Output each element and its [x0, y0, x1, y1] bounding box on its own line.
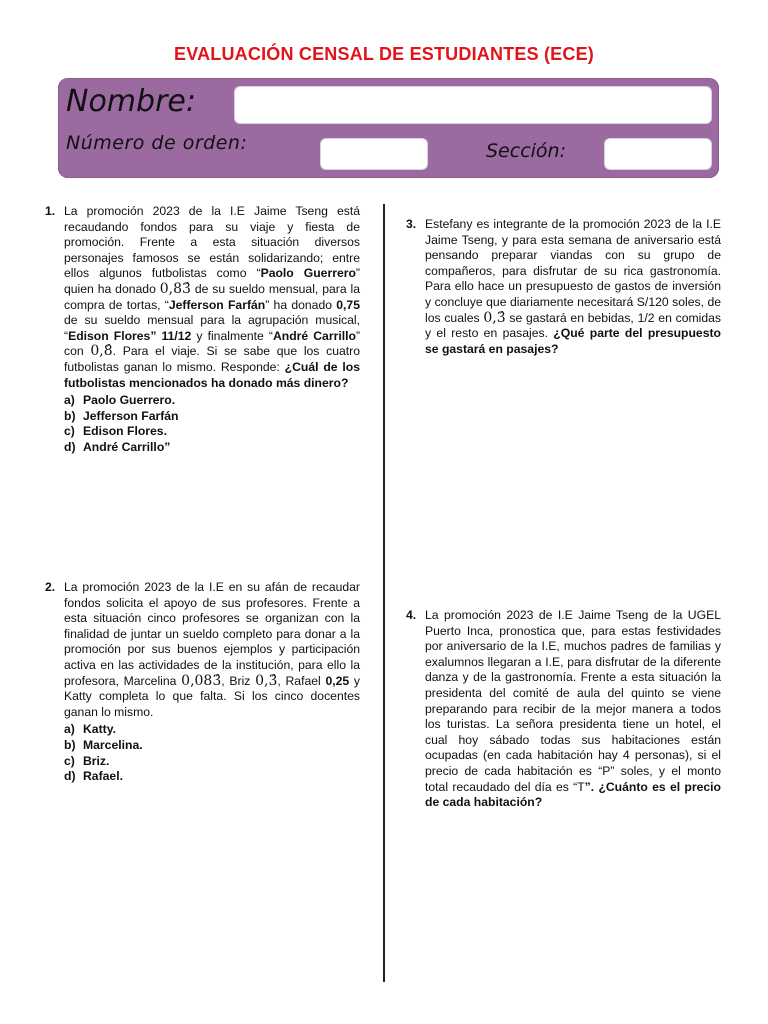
text-run: de su sueldo mensual para la agrupación musical, “	[64, 313, 360, 343]
question-number: 4.	[406, 608, 417, 622]
text-run: y Katty completa lo que falta. Si los cinco docentes ganan lo mismo.	[64, 673, 361, 719]
column-divider	[383, 204, 385, 982]
question-prompt: ¿Cuál de los futbolistas mencionados ha donado más dinero?	[64, 359, 360, 390]
option-text: Paolo Guerrero.	[83, 393, 176, 408]
option-letter: b)	[64, 737, 76, 752]
option-letter: c)	[64, 424, 75, 439]
question-text	[64, 204, 360, 391]
question-3	[406, 217, 721, 357]
text-run-bold: 0,25	[325, 673, 350, 688]
question-2	[45, 580, 361, 785]
question-4	[406, 608, 722, 811]
math-value: 0,3̂	[483, 309, 506, 326]
question-text	[64, 580, 360, 720]
question-number: 2.	[45, 580, 56, 594]
text-run: La promoción 2023 de la I.E en su afán de recaudar fondos solicita el apoyo de sus profesores. Frente a esta situación cinco profesores se organizan con la finalidad de juntar un sueldo completo para donar a la promoción por sus buenos ejemplos y participación activa en las actividades de la institución, para ello la profesora, Marcelina	[64, 580, 360, 688]
order-number-label: Número de orden:	[66, 132, 248, 154]
option-d[interactable]	[64, 769, 360, 785]
option-letter: c)	[64, 753, 75, 768]
option-text: Briz.	[83, 753, 110, 768]
page-title: EVALUACIÓN CENSAL DE ESTUDIANTES (ECE)	[174, 44, 594, 64]
question-number: 3.	[406, 217, 417, 231]
name-label: Nombre:	[66, 84, 196, 119]
question-1	[45, 204, 360, 456]
text-run: La promoción 2023 de I.E Jaime Tseng de la UGEL Puerto Inca, pronostica que, para estas festividades por aniversario de la I.E, muchos padres de familias y exalumnos llegaran a I.E, para disfrutar de la diferente danza y de la gastronomía. Frente a esta situación la presidenta del comité de aula del quinto se viene preparando para recibir de la mejor manera a todos los turistas. La señora presidenta tiene un hotel, el cual hoy sábado todas sus habitaciones están ocupadas (en cada habitación hay 4 personas), si el precio de cada habitación es “P” soles, y el monto total recaudado del día es “T	[425, 608, 721, 794]
text-run: , Briz	[221, 673, 256, 688]
option-text: Marcelina.	[83, 737, 143, 752]
option-text: Katty.	[83, 722, 116, 737]
text-run-bold: 0,75	[336, 297, 360, 312]
name-field[interactable]	[234, 86, 712, 124]
text-run: . Para el viaje. Si se sabe que los cuatro futbolistas ganan lo mismo. Responde:	[64, 344, 360, 374]
answer-options	[64, 722, 360, 784]
math-value: 0,3̂	[255, 672, 278, 689]
math-value: 0,8̂	[90, 343, 113, 360]
option-text: Jefferson Farfán	[83, 408, 179, 423]
text-run: y finalmente “	[191, 328, 273, 343]
answer-options	[64, 393, 360, 455]
text-run: se gastará en bebidas, 1/2 en comidas y el resto en pasajes.	[425, 310, 721, 341]
student-info-box	[58, 78, 719, 178]
option-a[interactable]	[64, 722, 360, 738]
math-value: 0,83̂	[159, 280, 191, 297]
order-number-field[interactable]	[320, 138, 428, 170]
math-value: 0,083̂	[181, 672, 222, 689]
question-text	[425, 217, 721, 357]
section-field[interactable]	[604, 138, 712, 170]
text-run-bold: Paolo Guerrero	[260, 266, 356, 281]
question-text	[425, 608, 721, 811]
question-prompt: ¿Cuánto es el precio de cada habitación?	[425, 779, 722, 810]
text-run-bold: André Carrillo	[272, 328, 356, 343]
option-b[interactable]	[64, 409, 360, 425]
question-prompt: ¿Qué parte del presupuesto se gastará en pasajes?	[425, 326, 721, 356]
option-a[interactable]	[64, 393, 360, 409]
option-text: André Carrillo”	[83, 439, 171, 454]
text-run: ” quien ha donado	[64, 266, 360, 296]
option-letter: d)	[64, 769, 76, 784]
text-run-bold: Jefferson Farfán	[168, 297, 266, 312]
option-c[interactable]	[64, 424, 360, 440]
option-d[interactable]	[64, 440, 360, 456]
section-label: Sección:	[486, 140, 566, 162]
text-run: Estefany es integrante de la promoción 2023 de la I.E Jaime Tseng, y para esta semana de aniversario está pensando preparar viandas con su grupo de compañeros, para disfrutar de su rica gastronomía. Para ello hace un presupuesto de gastos de inversión y concluye que diariamente necesitará S/120 soles, de los cuales	[425, 217, 721, 325]
text-run: ” con	[64, 328, 360, 359]
option-text: Edison Flores.	[83, 424, 167, 439]
text-run-bold: ”.	[584, 779, 595, 794]
text-run-bold: Edison Flores” 11/12	[68, 328, 192, 343]
text-run: ” ha donado	[265, 297, 337, 312]
option-letter: a)	[64, 722, 75, 737]
option-text: Rafael.	[83, 769, 123, 784]
option-letter: a)	[64, 393, 75, 408]
option-letter: d)	[64, 439, 76, 454]
option-letter: b)	[64, 408, 76, 423]
text-run: La promoción 2023 de la I.E Jaime Tseng está recaudando fondos para su viaje y fiesta de promoción. Frente a esta situación diversos personajes famosos se están solidarizando; entre ellos algunos futbolistas como “	[64, 204, 360, 281]
option-b[interactable]	[64, 738, 360, 754]
option-c[interactable]	[64, 754, 360, 770]
text-run: , Rafael	[277, 673, 326, 688]
question-number: 1.	[45, 204, 56, 218]
text-run: de su sueldo mensual, para la compra de tortas, “	[64, 281, 360, 312]
